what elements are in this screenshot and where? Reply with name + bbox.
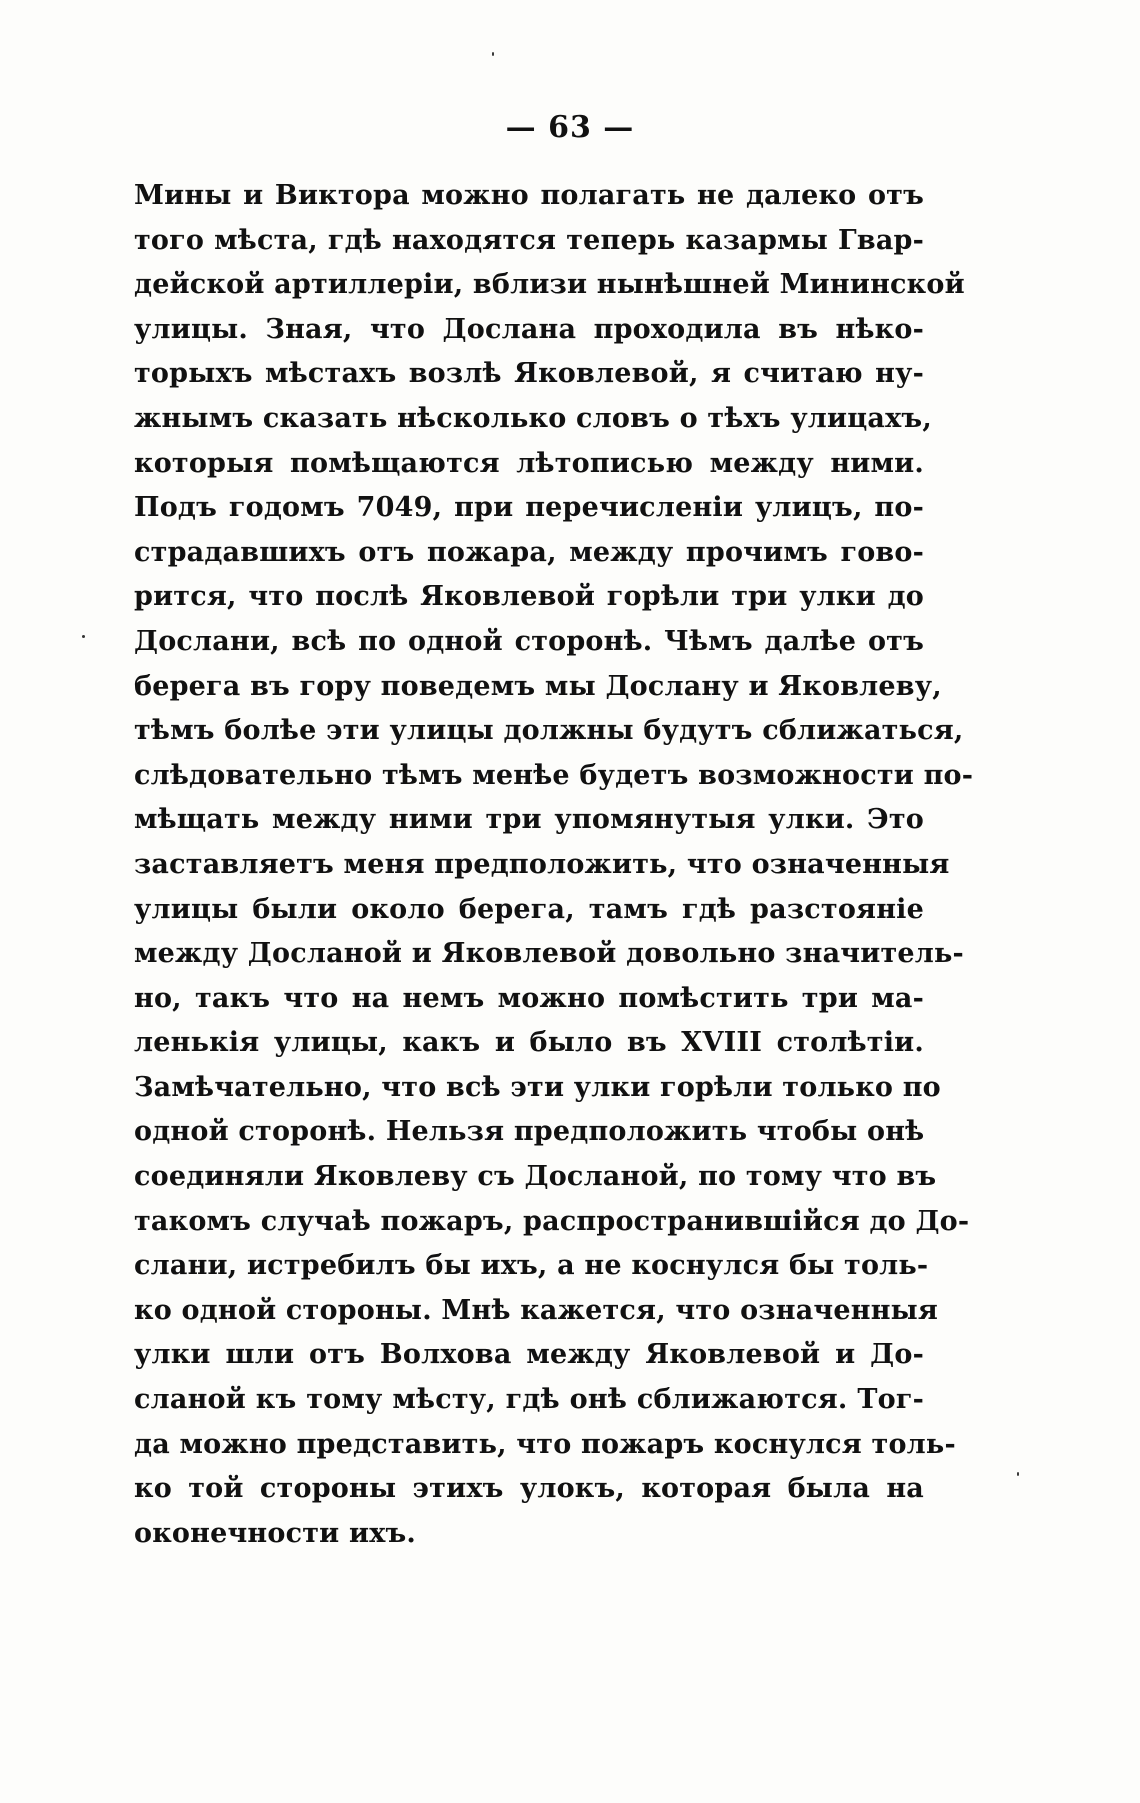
text-line: берега въ гору поведемъ мы Дослану и Яковлеву, <box>134 670 942 702</box>
text-line: соединяли Яковлеву съ Досланой, по тому что въ <box>134 1161 937 1193</box>
text-line: заставляетъ меня предположить, что означенныя <box>134 848 950 880</box>
text-line-last: оконечности ихъ. <box>134 1517 417 1549</box>
text-line: ко одной стороны. Мнѣ кажется, что означенныя <box>134 1294 939 1326</box>
text-line: ленькія улицы, какъ и было въ XVIII столѣтіи. <box>134 1027 924 1059</box>
text-line: дейской артиллеріи, вблизи нынѣшней Мининской <box>134 269 965 301</box>
text-line: улицы были около берега, тамъ гдѣ разстояніе <box>134 893 924 925</box>
text-line: да можно представить, что пожаръ коснулся толь- <box>134 1428 956 1460</box>
text-line: жнымъ сказать нѣсколько словъ о тѣхъ улицахъ, <box>134 402 932 434</box>
page-number: — 63 — <box>505 110 635 145</box>
text-line: Дослани, всѣ по одной сторонѣ. Чѣмъ далѣе отъ <box>134 625 924 657</box>
text-line: улицы. Зная, что Дослана проходила въ нѣко- <box>134 313 924 345</box>
scan-speck <box>492 52 494 56</box>
text-line: слани, истребилъ бы ихъ, а не коснулся бы толь- <box>134 1250 929 1282</box>
text-line: сланой къ тому мѣсту, гдѣ онѣ сближаются. Тог- <box>134 1384 924 1416</box>
scan-speck <box>82 635 85 638</box>
text-line: между Досланой и Яковлевой довольно значитель- <box>134 938 964 970</box>
text-line: рится, что послѣ Яковлевой горѣли три улки до <box>134 581 924 613</box>
body-text <box>134 174 974 1556</box>
text-line: улки шли отъ Волхова между Яковлевой и До- <box>134 1339 924 1371</box>
text-line: того мѣста, гдѣ находятся теперь казармы Гвар- <box>134 224 924 256</box>
text-line: но, такъ что на немъ можно помѣстить три ма- <box>134 982 924 1014</box>
text-line: страдавшихъ отъ пожара, между прочимъ гово- <box>134 536 924 568</box>
scan-speck <box>1017 1472 1019 1476</box>
text-line: Мины и Виктора можно полагать не далеко отъ <box>134 180 924 211</box>
text-line: Подъ годомъ 7049, при перечисленіи улицъ, по- <box>134 492 924 524</box>
text-line: одной сторонѣ. Нельзя предположить чтобы онѣ <box>134 1116 925 1148</box>
text-line: ко той стороны этихъ улокъ, которая была на <box>134 1473 924 1505</box>
text-line: тѣмъ болѣе эти улицы должны будутъ сближаться, <box>134 715 964 747</box>
text-line: Замѣчательно, что всѣ эти улки горѣли только по <box>134 1071 941 1103</box>
text-line: которыя помѣщаются лѣтописью между ними. <box>134 447 924 479</box>
text-line: торыхъ мѣстахъ возлѣ Яковлевой, я считаю ну- <box>134 358 924 390</box>
text-line: слѣдовательно тѣмъ менѣе будетъ возможности по- <box>134 759 974 791</box>
text-line: такомъ случаѣ пожаръ, распространившійся до До- <box>134 1205 970 1237</box>
text-line: мѣщать между ними три упомянутыя улки. Это <box>134 804 924 836</box>
